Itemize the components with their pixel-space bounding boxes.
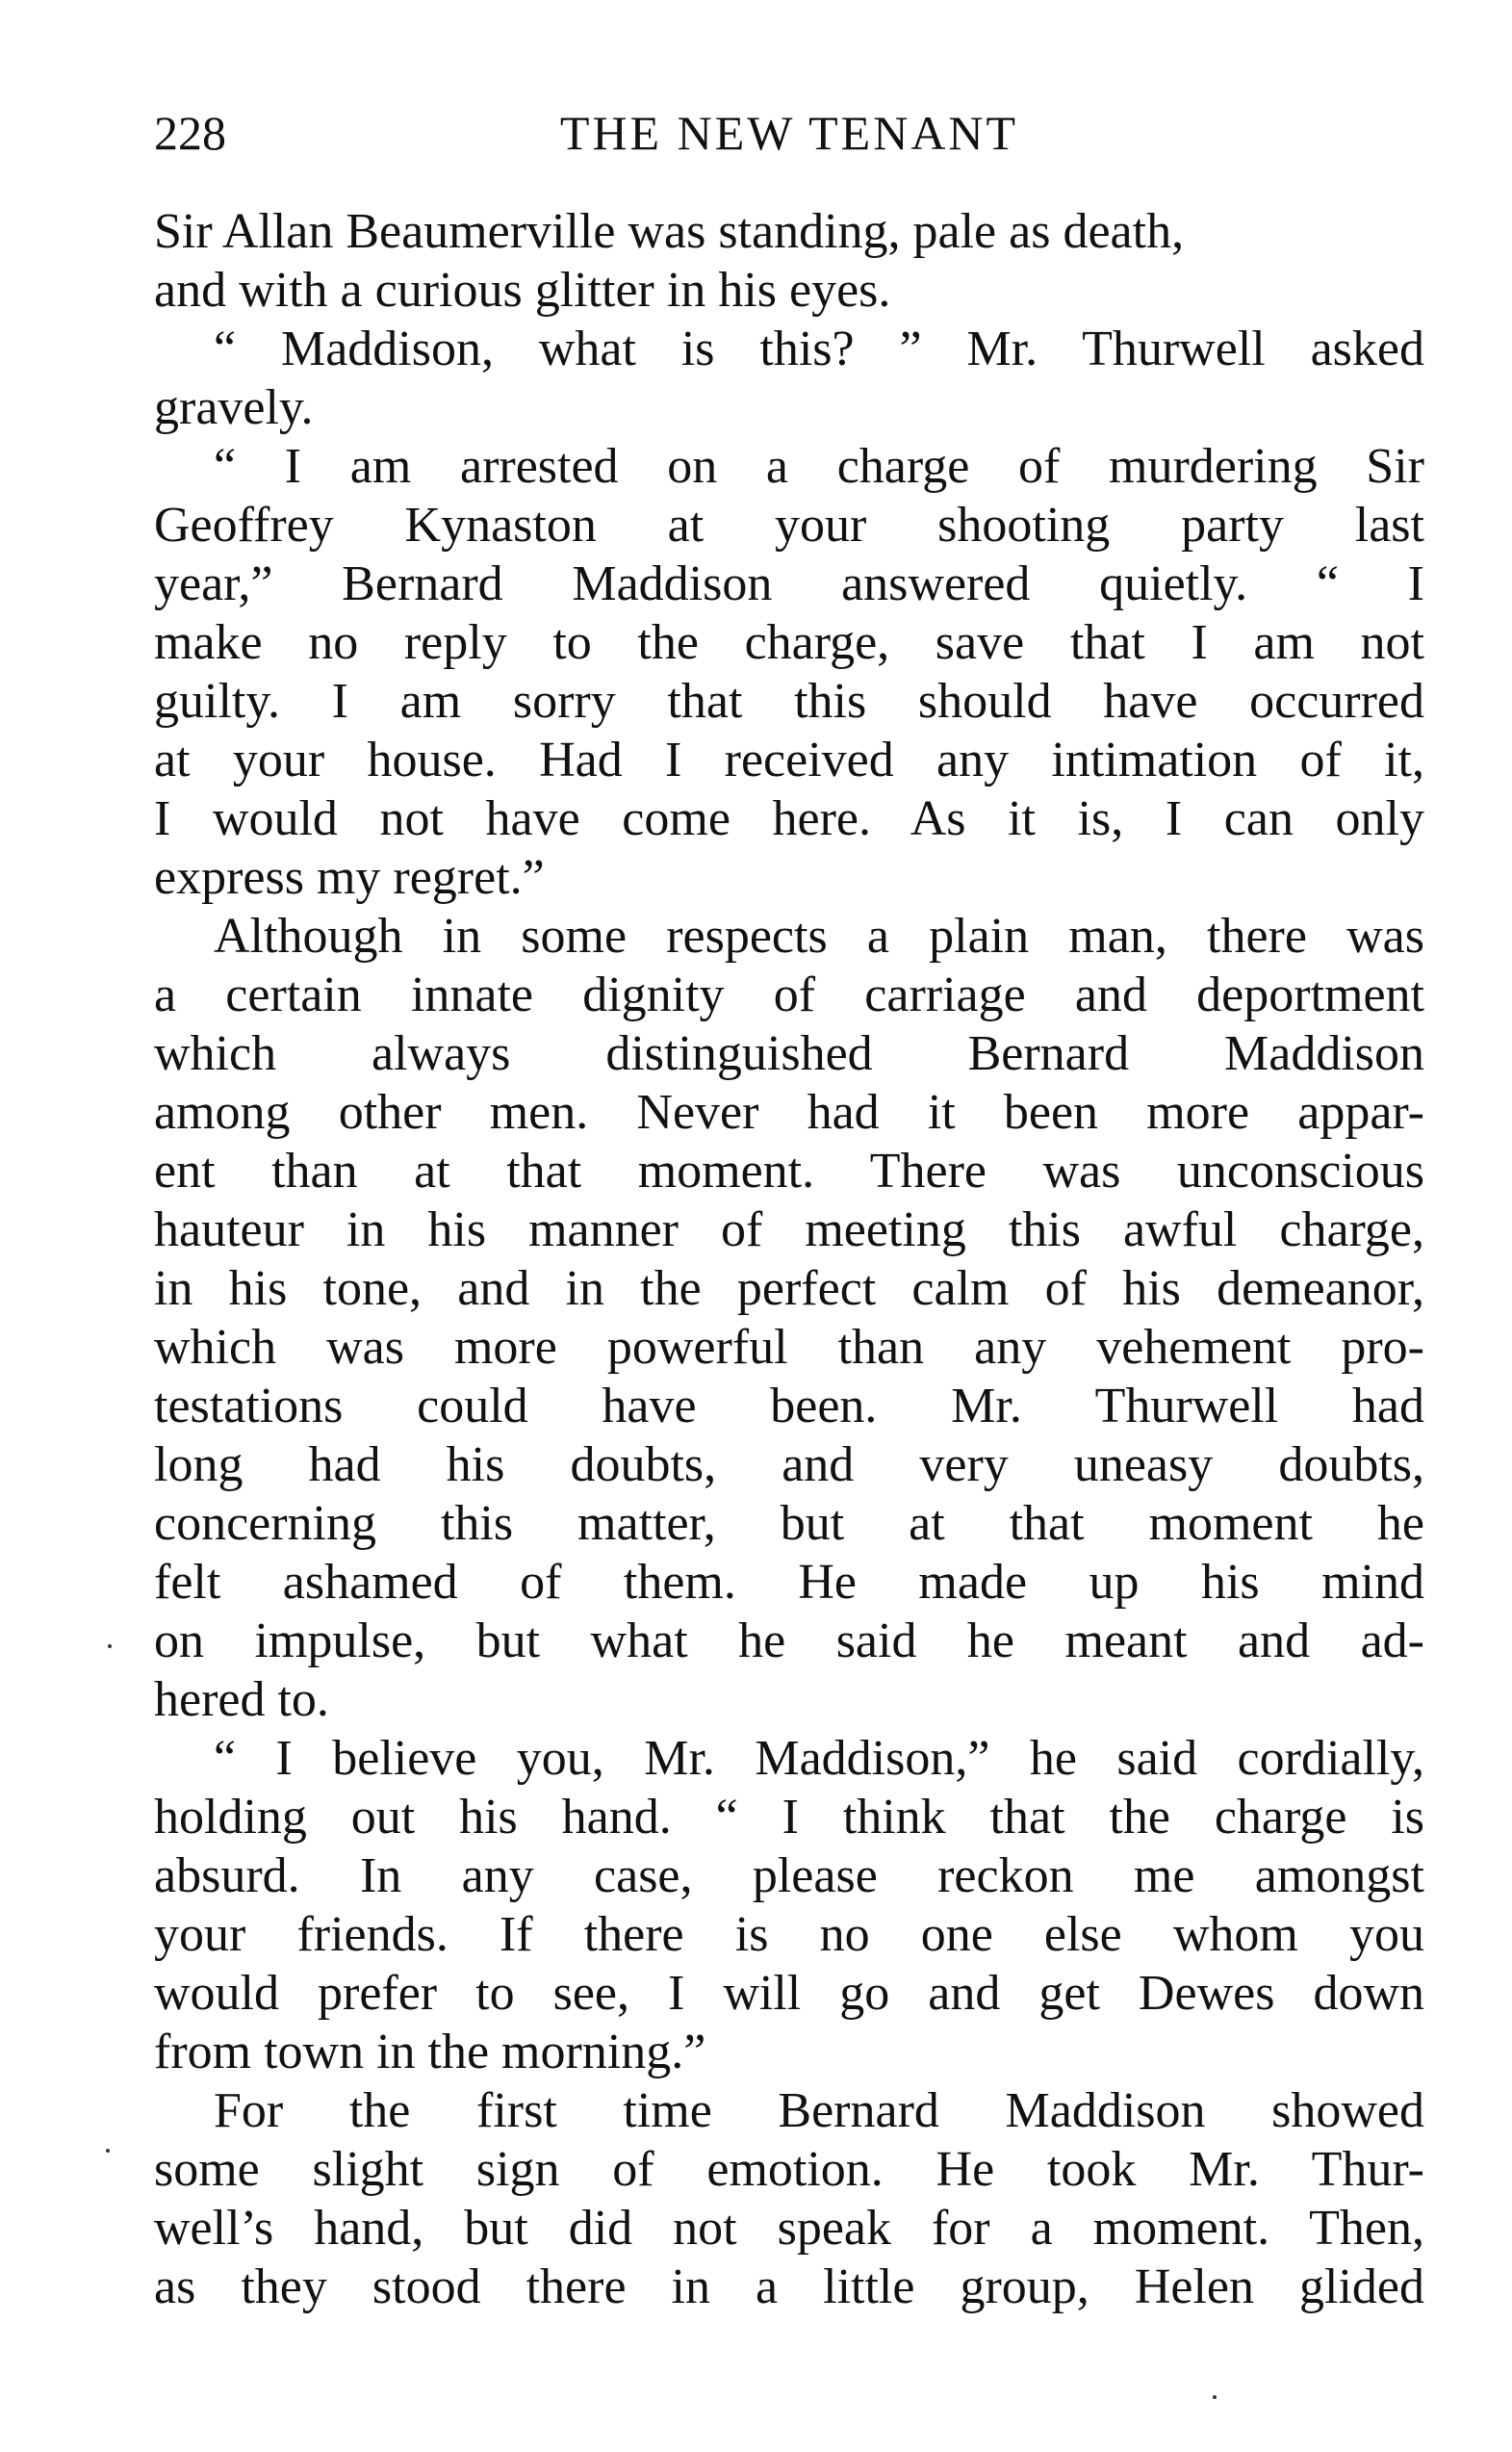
text-line: absurd. In any case, please reckon me amongst xyxy=(154,1848,1424,1903)
text-line: express my regret.” xyxy=(154,850,545,905)
text-line: hered to. xyxy=(154,1672,329,1727)
text-line: make no reply to the charge, save that I am not xyxy=(154,615,1424,670)
text-line: some slight sign of emotion. He took Mr. Thur- xyxy=(154,2142,1424,2197)
text-line: Geoffrey Kynaston at your shooting party last xyxy=(154,498,1424,553)
text-line: For the first time Bernard Maddison showed xyxy=(214,2083,1424,2138)
text-line: in his tone, and in the perfect calm of his demeanor, xyxy=(154,1261,1424,1316)
text-line: a certain innate dignity of carriage and deportment xyxy=(154,968,1424,1022)
text-line: and with a curious glitter in his eyes. xyxy=(154,263,891,318)
margin-speck xyxy=(1213,2395,1217,2399)
text-line: ent than at that moment. There was unconscious xyxy=(154,1144,1424,1199)
text-line: which was more powerful than any vehement pro- xyxy=(154,1320,1424,1375)
text-line: as they stood there in a little group, Helen glided xyxy=(154,2259,1424,2314)
text-line: which always distinguished Bernard Maddison xyxy=(154,1026,1424,1081)
margin-speck xyxy=(106,2149,110,2153)
text-line: testations could have been. Mr. Thurwell had xyxy=(154,1379,1424,1433)
body-text xyxy=(154,202,1424,2316)
text-line: “ I am arrested on a charge of murdering Sir xyxy=(214,439,1424,494)
page-number: 228 xyxy=(154,106,226,160)
text-line: at your house. Had I received any intimation of it, xyxy=(154,733,1424,787)
text-line: would prefer to see, I will go and get Dewes down xyxy=(154,1966,1424,2021)
text-line: Sir Allan Beaumerville was standing, pale as death, xyxy=(154,204,1185,259)
margin-speck xyxy=(108,1644,112,1648)
text-line: year,” Bernard Maddison answered quietly. “ I xyxy=(154,556,1424,611)
running-head: THE NEW TENANT xyxy=(559,106,1019,160)
text-line: from town in the morning.” xyxy=(154,2025,706,2079)
text-line: “ Maddison, what is this? ” Mr. Thurwell asked xyxy=(214,322,1424,376)
text-line: gravely. xyxy=(154,380,314,435)
text-line: Although in some respects a plain man, there was xyxy=(214,909,1424,964)
text-line: concerning this matter, but at that moment he xyxy=(154,1496,1424,1551)
text-line: long had his doubts, and very uneasy doubts, xyxy=(154,1437,1424,1492)
text-line: holding out his hand. “ I think that the charge is xyxy=(154,1790,1424,1845)
text-line: I would not have come here. As it is, I can only xyxy=(154,791,1424,846)
text-line: among other men. Never had it been more appar- xyxy=(154,1085,1424,1140)
text-line: hauteur in his manner of meeting this awful charge, xyxy=(154,1202,1424,1257)
text-line: well’s hand, but did not speak for a moment. Then, xyxy=(154,2201,1424,2256)
text-line: your friends. If there is no one else whom you xyxy=(154,1907,1424,1962)
page-header xyxy=(154,104,1424,162)
text-line: “ I believe you, Mr. Maddison,” he said cordially, xyxy=(214,1731,1424,1786)
text-line: felt ashamed of them. He made up his mind xyxy=(154,1555,1424,1610)
text-line: on impulse, but what he said he meant and ad- xyxy=(154,1613,1424,1668)
text-line: guilty. I am sorry that this should have occurred xyxy=(154,674,1424,729)
